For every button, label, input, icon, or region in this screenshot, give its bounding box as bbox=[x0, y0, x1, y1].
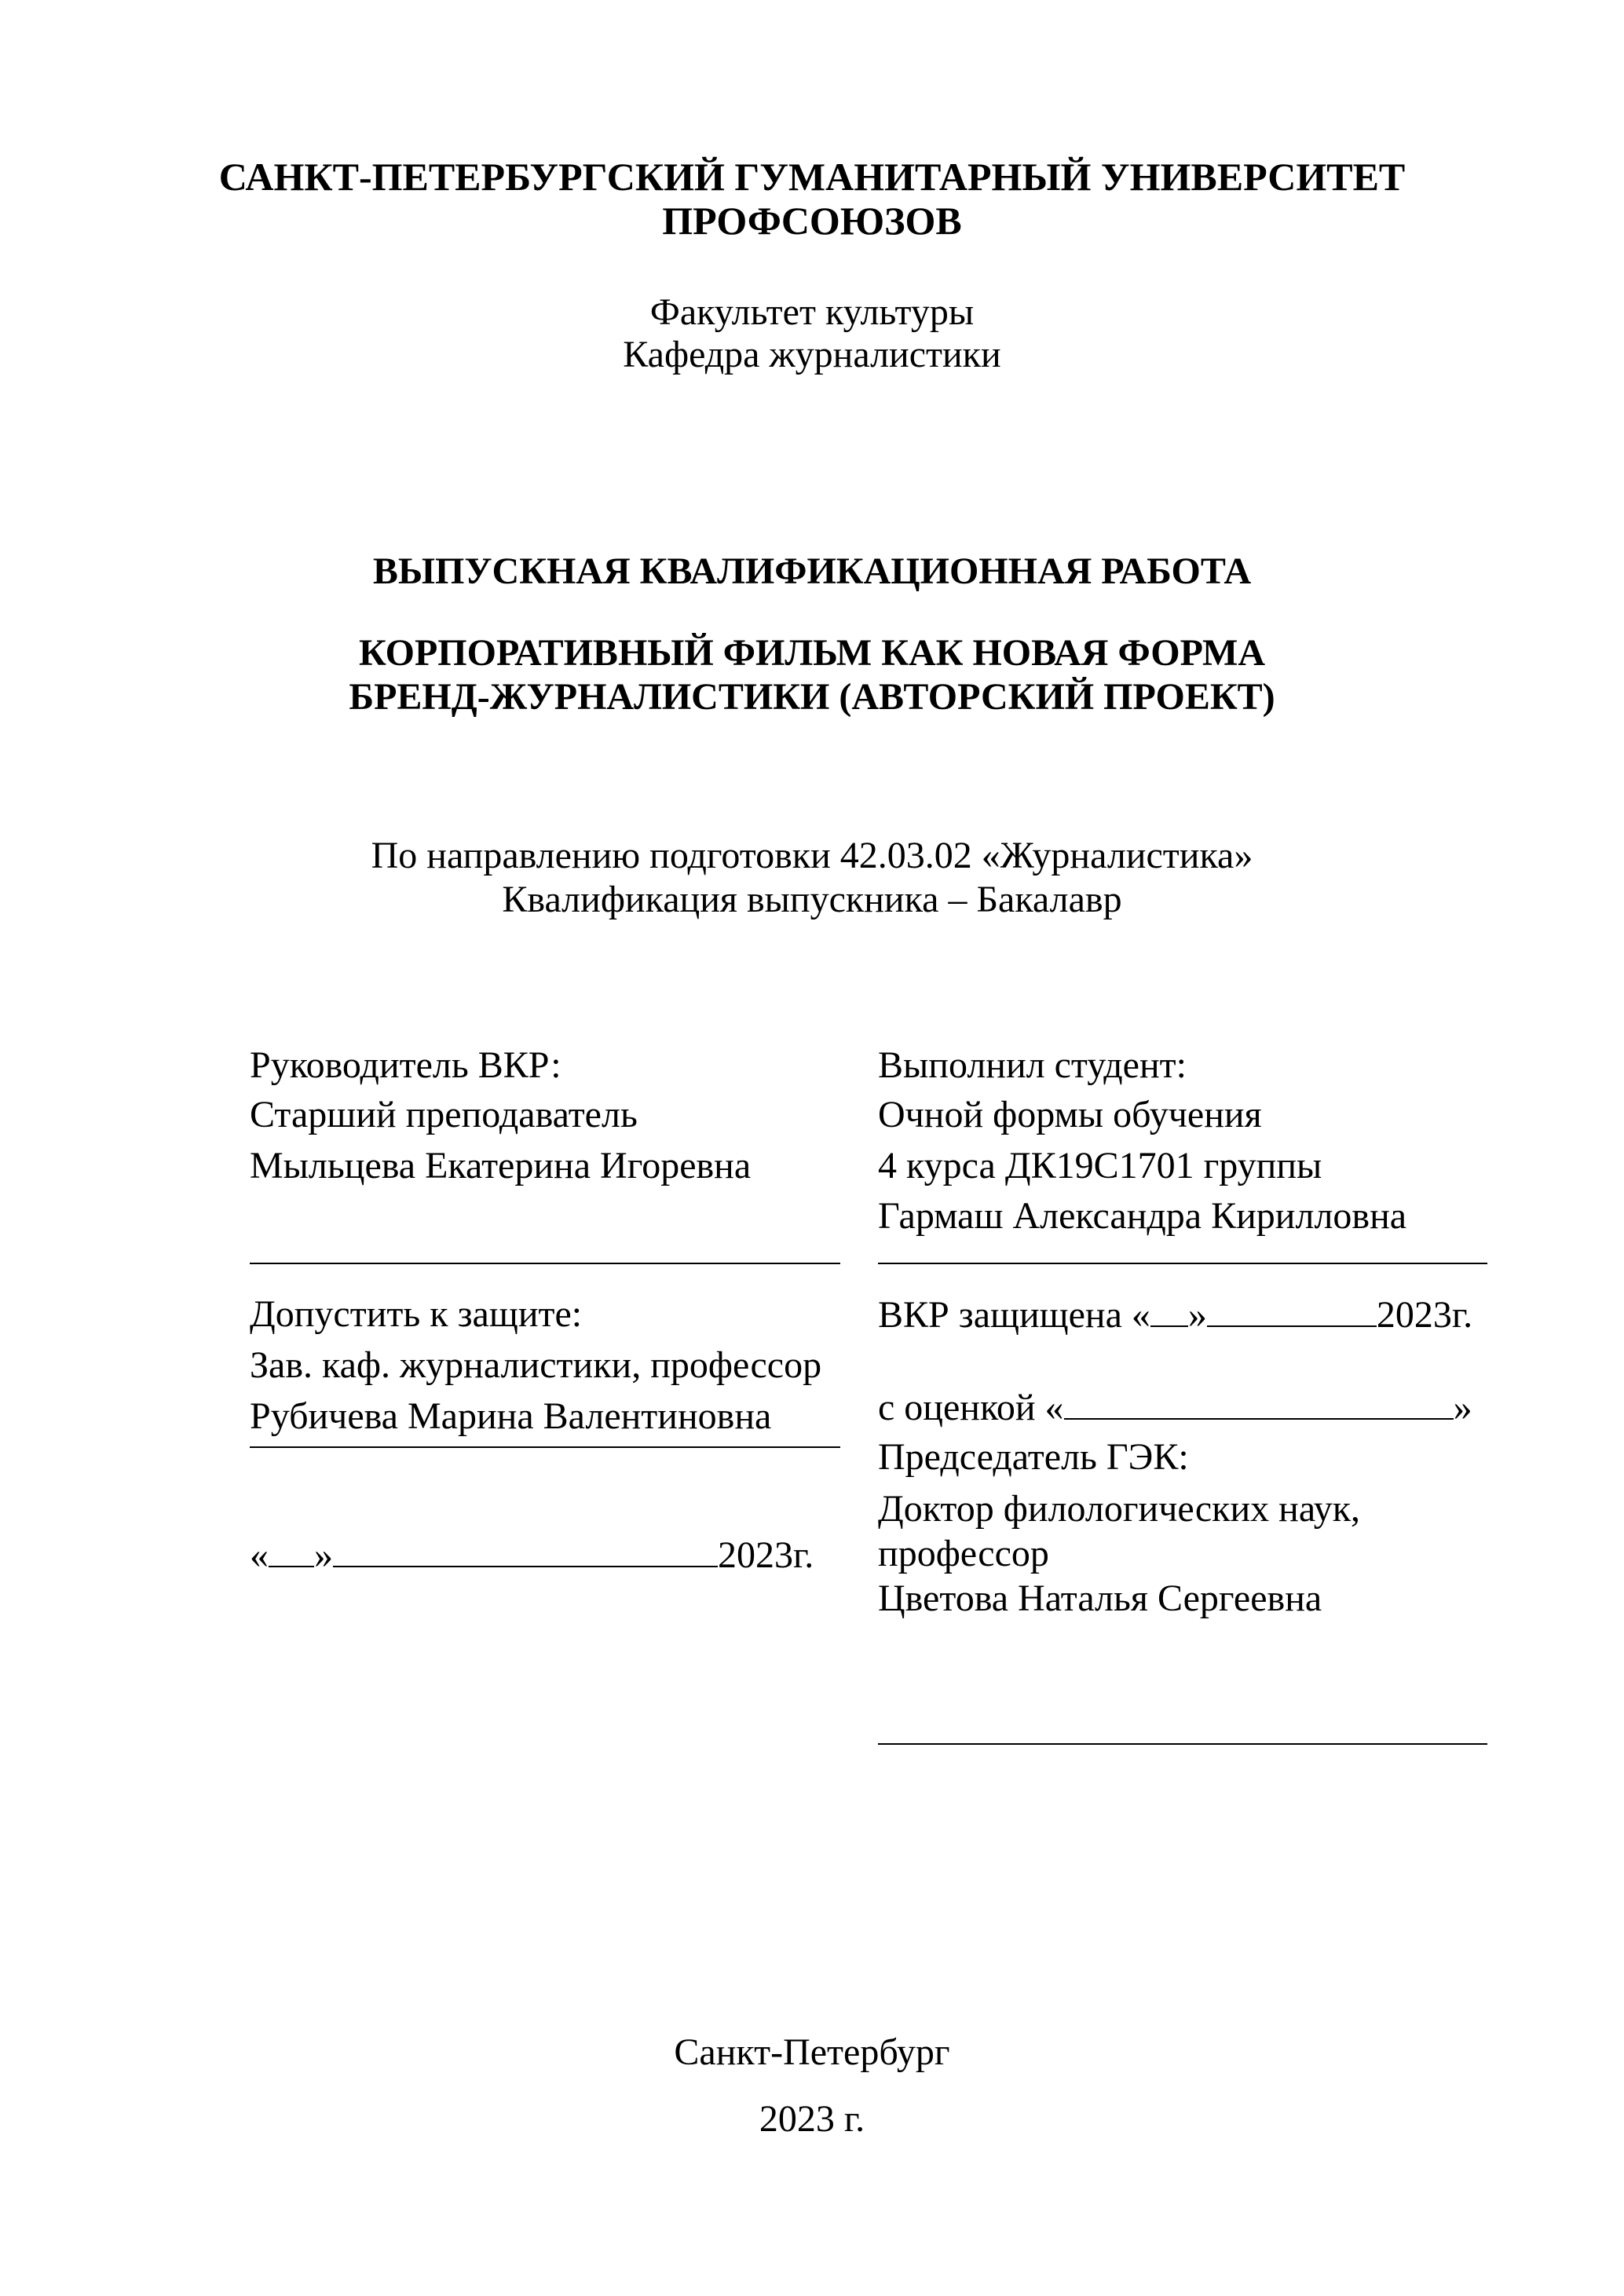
admit-to-defense-label: Допустить к защите: bbox=[250, 1293, 583, 1335]
admission-date-open-quote: « bbox=[250, 1534, 269, 1576]
work-title-line-1: КОРПОРАТИВНЫЙ ФИЛЬМ КАК НОВАЯ ФОРМА bbox=[359, 632, 1265, 674]
admission-date-close-quote: » bbox=[314, 1534, 333, 1576]
defended-prefix: ВКР защищена « bbox=[878, 1294, 1150, 1336]
direction-of-study: По направлению подготовки 42.03.02 «Журналистика» bbox=[371, 835, 1253, 876]
grade-blank bbox=[1064, 1388, 1454, 1420]
chair-signature-line bbox=[878, 1743, 1487, 1745]
study-form: Очной формы обучения bbox=[878, 1094, 1262, 1135]
admission-month-blank bbox=[333, 1536, 718, 1567]
head-signature-line bbox=[250, 1446, 840, 1448]
commission-chair-title: профессор bbox=[878, 1533, 1049, 1574]
year: 2023 г. bbox=[759, 2098, 865, 2140]
grade-prefix: с оценкой « bbox=[878, 1387, 1064, 1428]
grade-line bbox=[878, 1388, 1472, 1427]
defense-month-blank bbox=[1207, 1296, 1377, 1327]
faculty-name: Факультет культуры bbox=[649, 291, 975, 333]
head-of-department-name: Рубичева Марина Валентиновна bbox=[250, 1395, 772, 1437]
department-name: Кафедра журналистики bbox=[623, 334, 1001, 375]
admission-date-year: 2023г. bbox=[718, 1534, 814, 1576]
city: Санкт-Петербург bbox=[674, 2031, 950, 2073]
head-of-department-position: Зав. каф. журналистики, профессор bbox=[250, 1344, 822, 1386]
student-name: Гармаш Александра Кирилловна bbox=[878, 1195, 1407, 1237]
grade-close-quote: » bbox=[1453, 1387, 1472, 1428]
defended-close-quote: » bbox=[1187, 1294, 1207, 1336]
student-signature-line bbox=[878, 1263, 1487, 1264]
commission-chair-degree: Доктор филологических наук, bbox=[878, 1488, 1361, 1530]
defended-year: 2023г. bbox=[1376, 1294, 1473, 1336]
work-title-line-2: БРЕНД-ЖУРНАЛИСТИКИ (АВТОРСКИЙ ПРОЕКТ) bbox=[349, 676, 1275, 718]
defense-day-blank bbox=[1150, 1296, 1188, 1327]
supervisor-signature-line bbox=[250, 1263, 840, 1264]
work-type: ВЫПУСКНАЯ КВАЛИФИКАЦИОННАЯ РАБОТА bbox=[372, 550, 1252, 592]
student-label: Выполнил студент: bbox=[878, 1044, 1187, 1086]
admission-day-blank bbox=[269, 1536, 314, 1567]
course-and-group: 4 курса ДК19С1701 группы bbox=[878, 1145, 1322, 1186]
commission-chair-name: Цветова Наталья Сергеевна bbox=[878, 1578, 1322, 1619]
supervisor-label: Руководитель ВКР: bbox=[250, 1044, 561, 1086]
graduate-qualification: Квалификация выпускника – Бакалавр bbox=[502, 879, 1122, 920]
supervisor-name: Мыльцева Екатерина Игоревна bbox=[250, 1145, 752, 1186]
university-name-line-1: САНКТ-ПЕТЕРБУРГСКИЙ ГУМАНИТАРНЫЙ УНИВЕРСИТЕТ bbox=[218, 155, 1406, 199]
commission-chair-label: Председатель ГЭК: bbox=[878, 1436, 1189, 1478]
admission-date-line bbox=[250, 1536, 814, 1574]
university-name-line-2: ПРОФСОЮЗОВ bbox=[662, 199, 962, 243]
supervisor-position: Старший преподаватель bbox=[250, 1094, 638, 1135]
defense-date-line bbox=[878, 1296, 1472, 1334]
